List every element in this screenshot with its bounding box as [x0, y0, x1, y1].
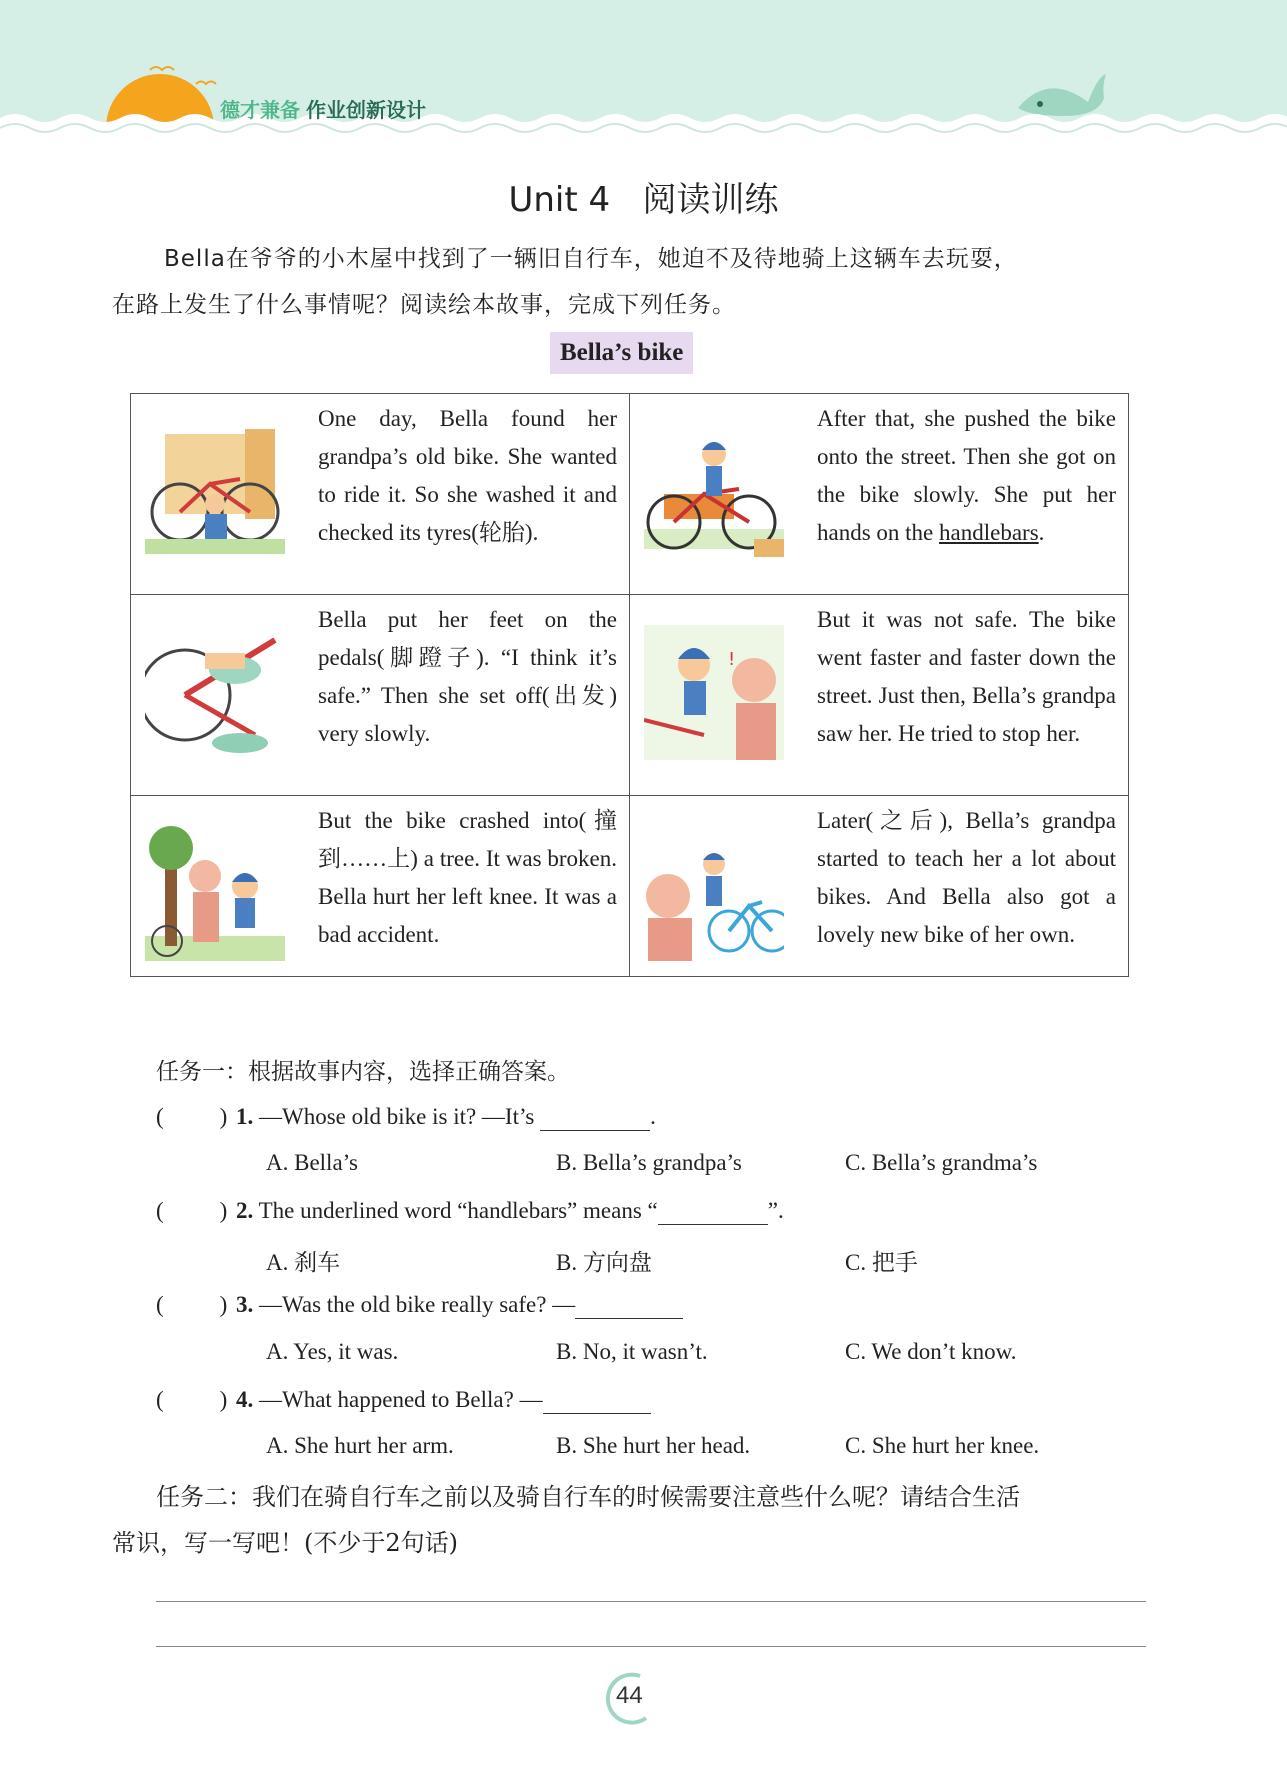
answer-bracket[interactable]: ( ) — [156, 1292, 228, 1317]
option-c[interactable]: C. 把手 — [845, 1250, 918, 1275]
brand-part-a: 德才兼备 — [220, 98, 300, 122]
option-a[interactable]: A. She hurt her arm. — [266, 1433, 454, 1458]
story-panel — [630, 394, 1129, 595]
panel-text-before: After that, she pushed the bike onto the street. Then she got on the bike slowly. She put her hands on the — [817, 406, 1116, 545]
question-text: —Whose old bike is it? —It’s — [253, 1104, 541, 1129]
question-text: The underlined word “handlebars” means “ — [253, 1198, 658, 1223]
panel-text: One day, Bella found her grandpa’s old bike. She wanted to ride it. So she washed it and checked its tyres(轮胎). — [318, 406, 617, 545]
answer-blank[interactable] — [575, 1292, 683, 1319]
story-panel — [630, 796, 1129, 977]
answer-blank[interactable] — [543, 1387, 651, 1414]
brand-part-b: 作业创新设计 — [306, 98, 426, 122]
story-table — [130, 393, 1129, 977]
question-4 — [156, 1387, 651, 1414]
question-1: ( ) 1. —Whose old bike is it? —It’s . — [156, 1104, 656, 1129]
intro-line-1: Bella在爷爷的小木屋中找到了一辆旧自行车，她迫不及待地骑上这辆车去玩耍， — [164, 246, 1018, 272]
story-title: Bella’s bike — [550, 332, 693, 374]
question-2: ( ) 2. The underlined word “handlebars” means “ ”. — [156, 1198, 784, 1223]
option-a[interactable]: A. Bella’s — [266, 1150, 358, 1175]
panel-text-after: . — [1038, 520, 1045, 545]
svg-text:!: ! — [728, 649, 736, 670]
panel-text: But the bike crashed into(撞到……上) a tree. It was broken. Bella hurt her left knee. It was a bad accident. — [318, 808, 617, 947]
bird-icon — [196, 82, 216, 85]
page-header — [0, 0, 1287, 150]
question-number: 3. — [236, 1292, 254, 1317]
answer-bracket[interactable]: ( ) — [156, 1198, 228, 1223]
question-text: —Was the old bike really safe? — — [253, 1292, 576, 1317]
task2-prompt — [112, 1474, 1152, 1566]
grandpa-surprised-picture — [644, 625, 784, 760]
task2-line-1: 任务二：我们在骑自行车之前以及骑自行车的时候需要注意些什么呢？请结合生活 — [156, 1483, 1020, 1511]
option-b[interactable]: B. 方向盘 — [556, 1250, 652, 1275]
answer-bracket[interactable]: ( ) — [156, 1104, 228, 1129]
option-b[interactable]: B. No, it wasn’t. — [556, 1339, 708, 1364]
writing-line[interactable] — [156, 1646, 1146, 1647]
panel-text: Bella put her feet on the pedals(脚蹬子). “I think it’s safe.” Then she set off(出发) very slowly. — [318, 607, 617, 746]
intro-line-2: 在路上发生了什么事情呢？阅读绘本故事，完成下列任务。 — [112, 292, 736, 318]
question-number: 2. — [236, 1198, 254, 1223]
page-number — [600, 1668, 660, 1728]
option-a[interactable]: A. 刹车 — [266, 1250, 341, 1275]
story-panel — [630, 595, 1129, 796]
option-c[interactable]: C. She hurt her knee. — [845, 1433, 1040, 1458]
page-title: Unit 4 阅读训练 — [508, 180, 779, 220]
brand-title — [220, 94, 426, 123]
option-a[interactable]: A. Yes, it was. — [266, 1339, 399, 1364]
story-panel — [131, 394, 630, 595]
option-b[interactable]: B. Bella’s grandpa’s — [556, 1150, 742, 1175]
grandpa-teaching-picture — [644, 826, 784, 961]
underlined-word: handlebars — [939, 520, 1039, 545]
bike-pedal-picture — [145, 625, 285, 760]
task1-heading: 任务一：根据故事内容，选择正确答案。 — [156, 1059, 570, 1085]
answer-blank[interactable] — [658, 1198, 768, 1225]
answer-blank[interactable] — [540, 1104, 650, 1131]
question-number: 4. — [236, 1387, 254, 1412]
panel-text — [817, 400, 1116, 552]
option-c[interactable]: C. Bella’s grandma’s — [845, 1150, 1038, 1175]
bike-crash-tree-picture — [145, 826, 285, 961]
question-number: 1. — [236, 1104, 254, 1129]
task2-line-2: 常识，写一写吧！(不少于2句话) — [112, 1529, 458, 1557]
question-text: —What happened to Bella? — — [253, 1387, 543, 1412]
panel-text: But it was not safe. The bike went faster and faster down the street. Just then, Bella’s grandpa saw her. He tried to stop her. — [817, 607, 1116, 746]
option-b[interactable]: B. She hurt her head. — [556, 1433, 751, 1458]
answer-bracket[interactable]: ( ) — [156, 1387, 228, 1412]
panel-text: Later(之后), Bella’s grandpa started to teach her a lot about bikes. And Bella also got a lovely new bike of her own. — [817, 808, 1116, 947]
question-3 — [156, 1292, 683, 1319]
bella-on-bike-picture — [644, 424, 784, 559]
story-panel — [131, 595, 630, 796]
writing-line[interactable] — [156, 1601, 1146, 1602]
intro-paragraph — [112, 236, 1152, 328]
story-panel — [131, 796, 630, 977]
header-decoration — [0, 0, 1287, 150]
whale-icon — [1018, 74, 1106, 116]
page-number-text: 44 — [616, 1682, 643, 1709]
option-c[interactable]: C. We don’t know. — [845, 1339, 1017, 1364]
bella-fixing-bike-picture — [145, 424, 285, 559]
bird-icon — [150, 67, 174, 70]
